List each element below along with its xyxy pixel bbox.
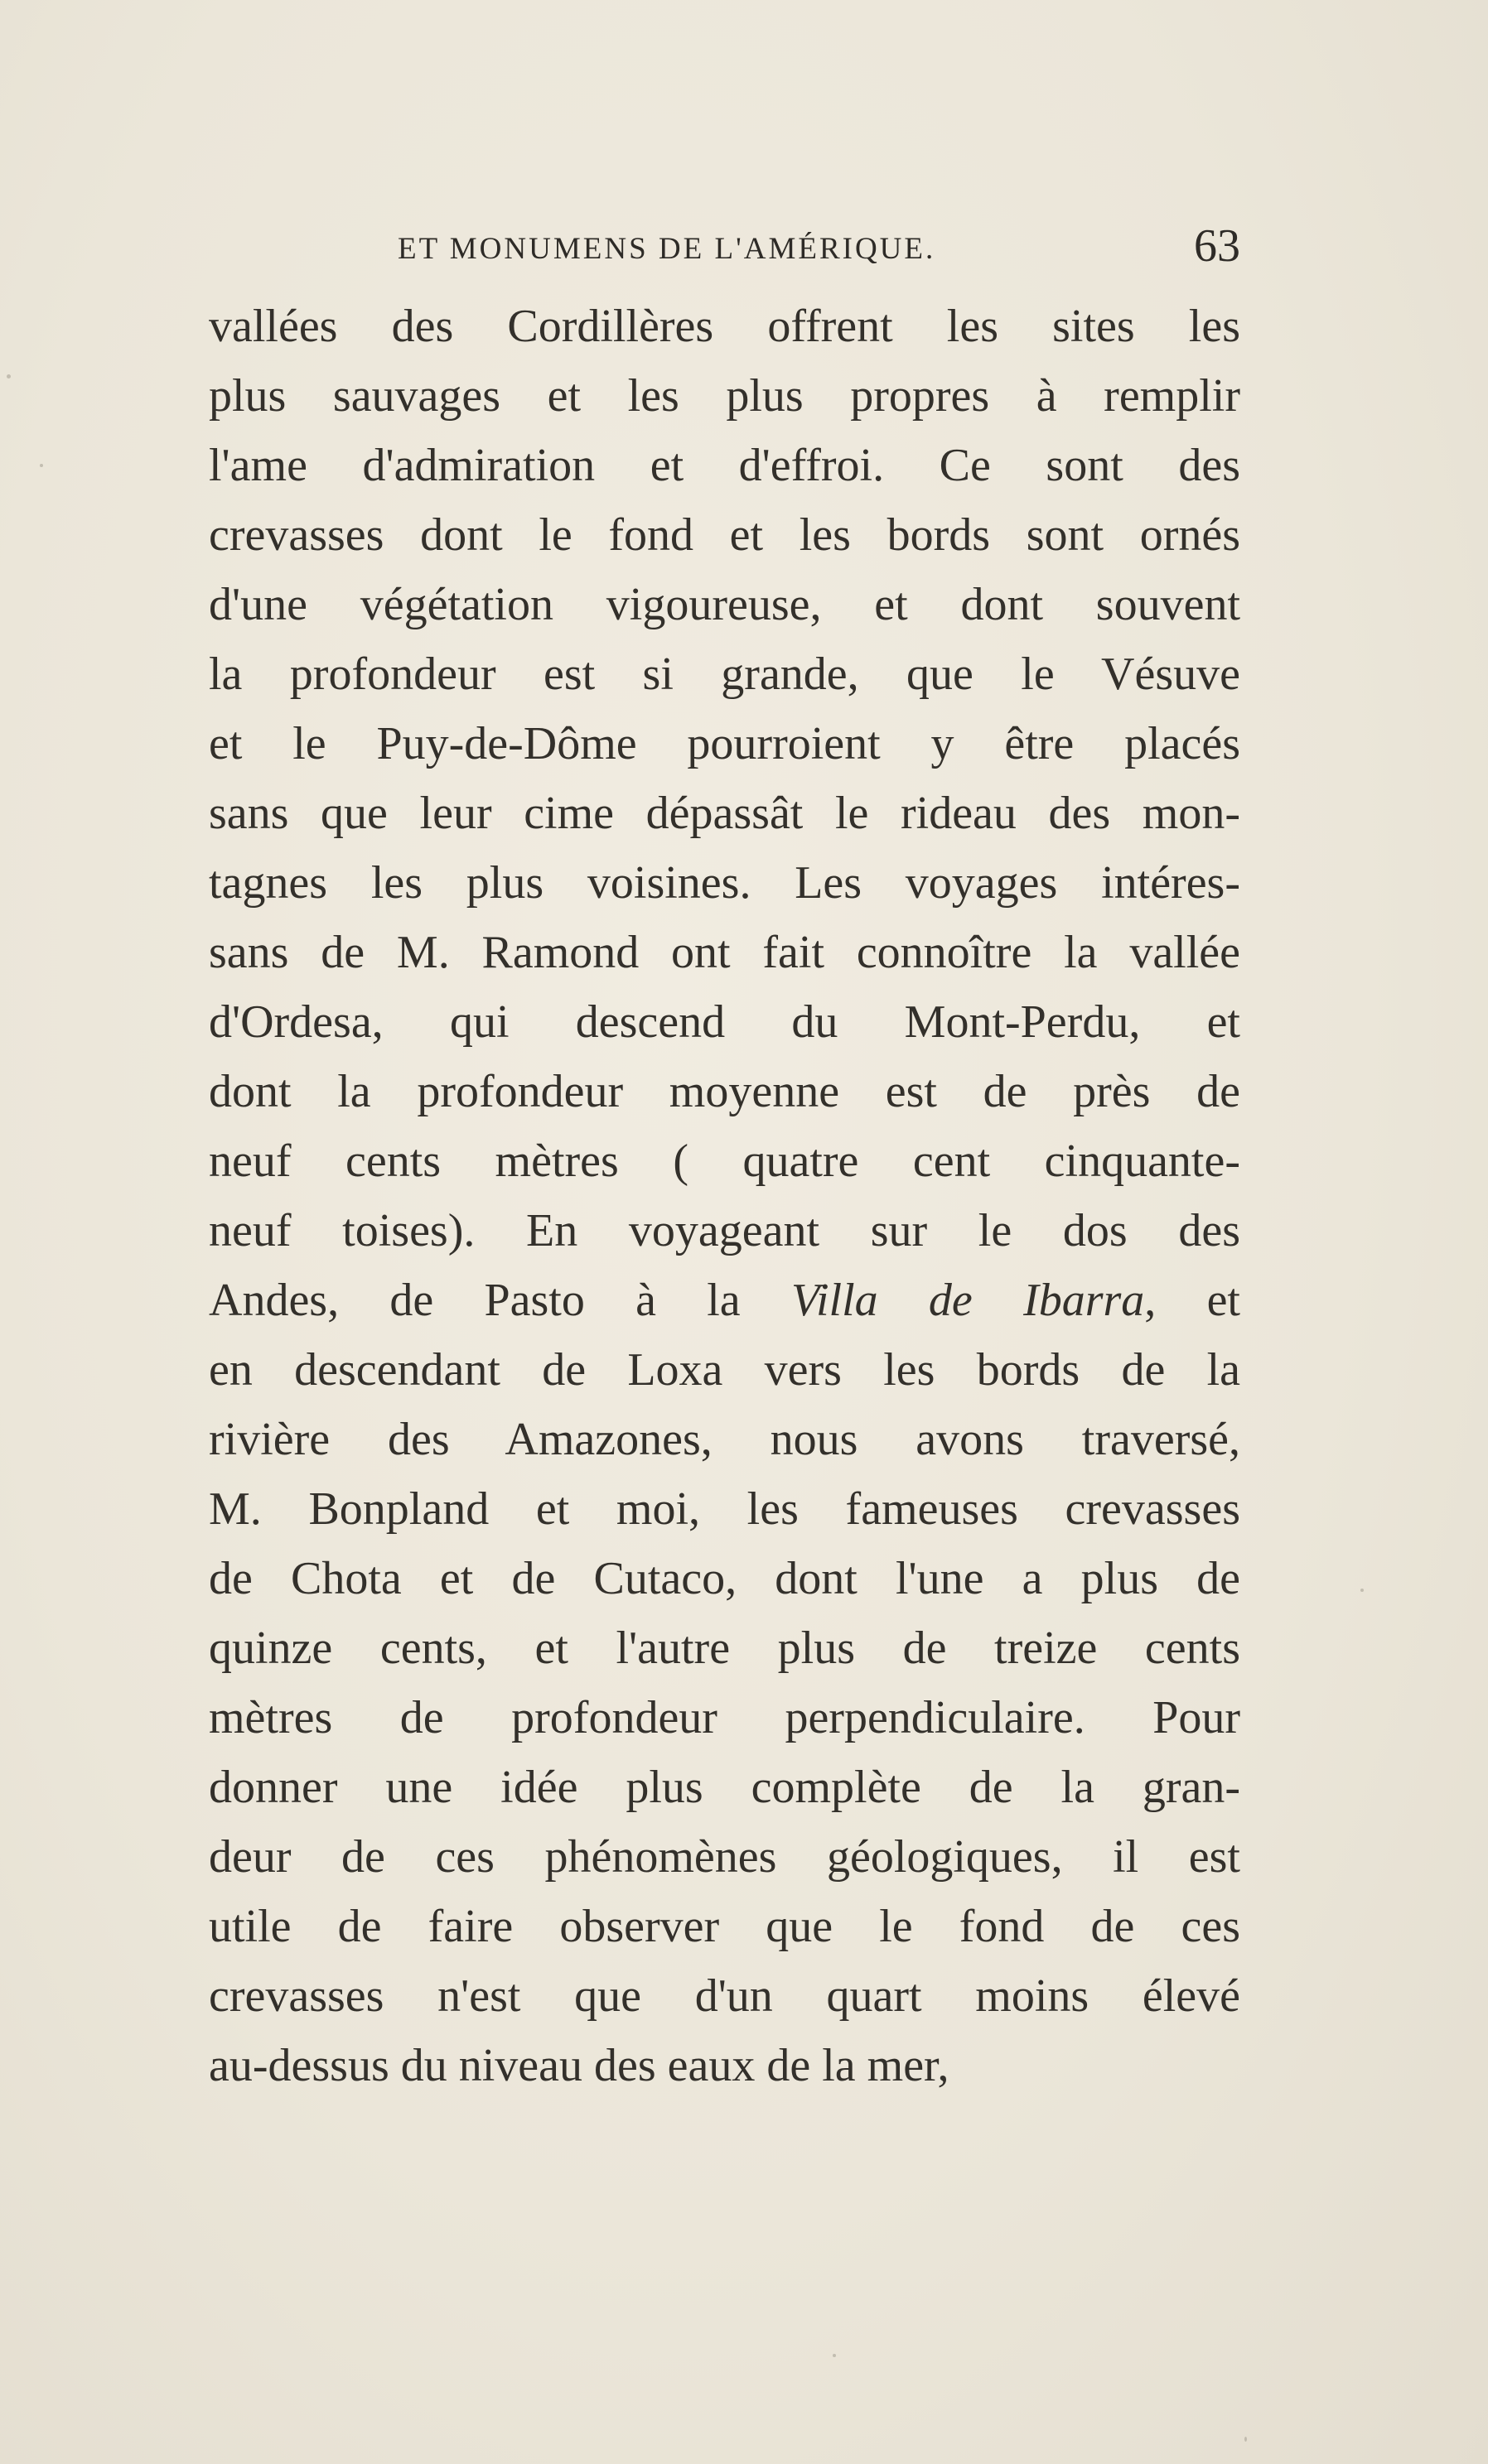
text-line: quinze cents, et l'autre plus de treize cents (209, 1623, 1240, 1674)
text-segment: , et (1144, 1275, 1240, 1326)
text-line: la profondeur est si grande, que le Vésuve (209, 649, 1240, 700)
text-line: de Chota et de Cutaco, dont l'une a plus de (209, 1553, 1240, 1604)
text-line: au-dessus du niveau des eaux de la mer, (209, 2040, 949, 2091)
text-line: neuf cents mètres ( quatre cent cinquante- (209, 1136, 1240, 1187)
text-line: tagnes les plus voisines. Les voyages intéres- (209, 857, 1240, 909)
text-line-with-italic (209, 1266, 1240, 1335)
text-line: vallées des Cordillères offrent les sites les (209, 301, 1240, 352)
body-text (209, 292, 1240, 2100)
text-line: d'une végétation vigoureuse, et dont souvent (209, 579, 1240, 630)
text-line: crevasses n'est que d'un quart moins élevé (209, 1970, 1240, 2022)
text-line: et le Puy-de-Dôme pourroient y être placés (209, 718, 1240, 769)
text-line: donner une idée plus complète de la gran- (209, 1762, 1240, 1813)
text-line: M. Bonpland et moi, les fameuses crevasses (209, 1483, 1240, 1535)
paper-speck (1244, 2437, 1247, 2442)
paper-speck (40, 464, 43, 467)
text-line: rivière des Amazones, nous avons traversé, (209, 1414, 1240, 1465)
page-header (209, 219, 1240, 277)
text-line: plus sauvages et les plus propres à remplir (209, 370, 1240, 422)
italic-place-name: Villa de Ibarra (790, 1275, 1145, 1326)
text-line: l'ame d'admiration et d'effroi. Ce sont des (209, 440, 1240, 491)
running-head: ET MONUMENS DE L'AMÉRIQUE. (398, 232, 936, 266)
text-line: mètres de profondeur perpendiculaire. Pour (209, 1692, 1240, 1743)
text-line: neuf toises). En voyageant sur le dos des (209, 1205, 1240, 1256)
text-segment: Andes, de Pasto à la (209, 1275, 791, 1326)
text-line: sans que leur cime dépassât le rideau des mon- (209, 788, 1240, 839)
text-line: d'Ordesa, qui descend du Mont-Perdu, et (209, 996, 1240, 1048)
paper-speck (1360, 1589, 1364, 1592)
paper-speck (7, 374, 11, 379)
text-line: utile de faire observer que le fond de ces (209, 1901, 1240, 1952)
paper-speck (833, 2354, 836, 2357)
text-line: crevasses dont le fond et les bords sont ornés (209, 509, 1240, 561)
page-number: 63 (1194, 220, 1240, 272)
text-line: dont la profondeur moyenne est de près de (209, 1066, 1240, 1117)
text-line: en descendant de Loxa vers les bords de la (209, 1344, 1240, 1396)
text-line: sans de M. Ramond ont fait connoître la vallée (209, 927, 1240, 978)
text-line: deur de ces phénomènes géologiques, il est (209, 1831, 1240, 1883)
